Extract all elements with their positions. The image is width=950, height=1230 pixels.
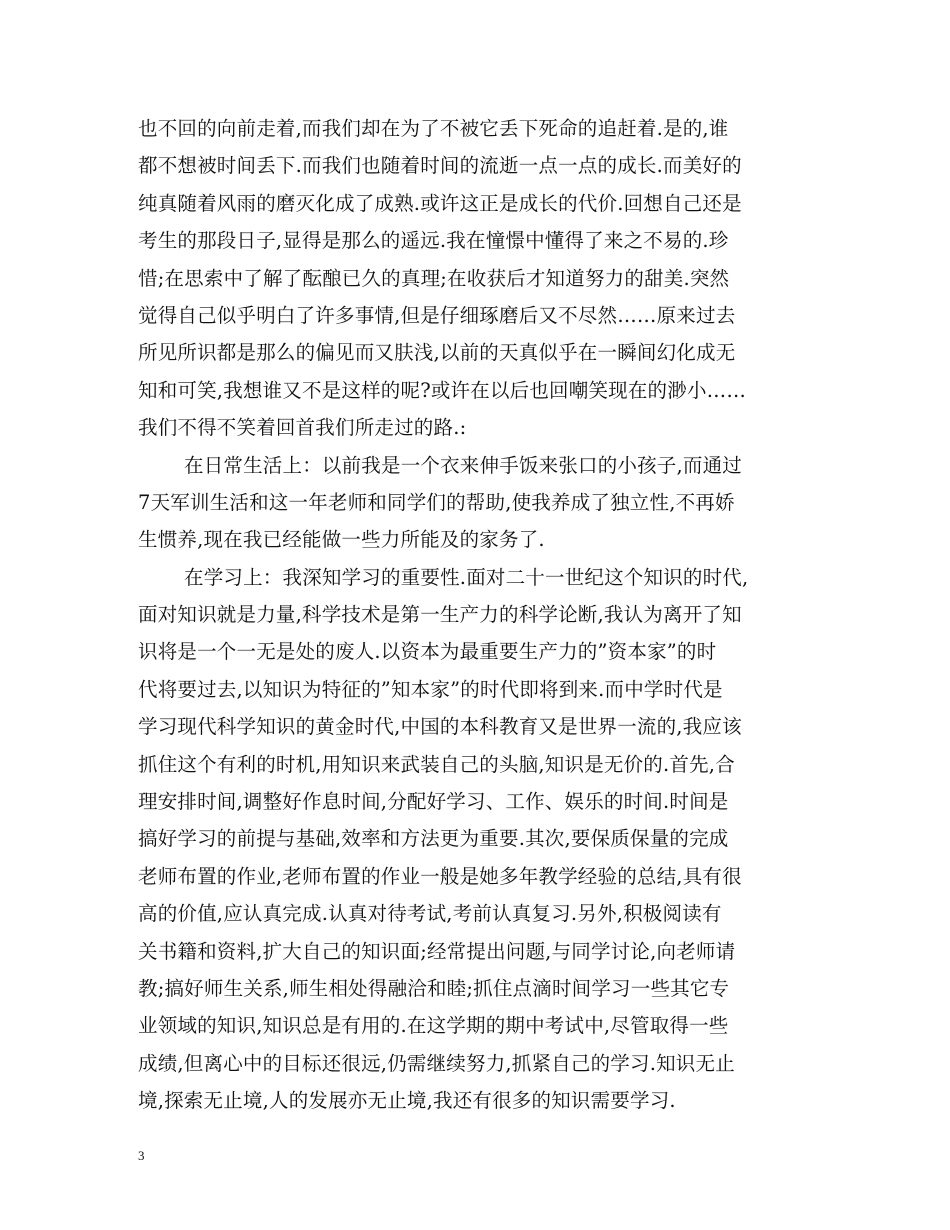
text-line: 考生的那段日子,显得是那么的遥远.我在憧憬中懂得了来之不易的.珍 [138, 229, 729, 253]
text-line: 惜;在思索中了解了酝酿已久的真理;在收获后才知道努力的甜美.突然 [138, 266, 730, 290]
text-line: 抓住这个有利的时机,用知识来武装自己的头脑,知识是无价的.首先,合 [138, 752, 735, 776]
text-line: 识将是一个一无是处的废人.以资本为最重要生产力的”资本家”的时 [138, 640, 717, 664]
text-line: 所见所识都是那么的偏见而又肤浅,以前的天真似乎在一瞬间幻化成无 [138, 341, 736, 365]
text-line: 生惯养,现在我已经能做一些力所能及的家务了. [138, 528, 545, 552]
text-line: 理安排时间,调整好作息时间,分配好学习、工作、娱乐的时间.时间是 [138, 790, 729, 814]
text-line: 境,探索无止境,人的发展亦无止境,我还有很多的知识需要学习. [138, 1089, 676, 1113]
text-line: 在学习上：我深知学习的重要性.面对二十一世纪这个知识的时代, [184, 565, 749, 589]
text-line: 面对知识就是力量,科学技术是第一生产力的科学论断,我认为离开了知 [138, 603, 742, 627]
text-line: 高的价值,应认真完成.认真对待考试,考前认真复习.另外,积极阅读有 [138, 902, 722, 926]
text-line: 觉得自己似乎明白了许多事情,但是仔细琢磨后又不尽然……原来过去 [138, 303, 736, 327]
text-line: 老师布置的作业,老师布置的作业一般是她多年教学经验的总结,具有很 [138, 864, 742, 888]
paragraph-3 [138, 559, 828, 1120]
text-line: 代将要过去,以知识为特征的”知本家”的时代即将到来.而中学时代是 [138, 677, 723, 701]
text-line: 都不想被时间丢下.而我们也随着时间的流逝一点一点的成长.而美好的 [138, 154, 742, 178]
text-line: 成绩,但离心中的目标还很远,仍需继续努力,抓紧自己的学习.知识无止 [138, 1051, 735, 1075]
text-line: 我们不得不笑着回首我们所走过的路.: [138, 416, 467, 440]
text-line: 在日常生活上：以前我是一个衣来伸手饭来张口的小孩子,而通过 [184, 453, 742, 477]
page-number: 3 [138, 1148, 145, 1163]
body-text [138, 110, 828, 1120]
paragraph-1 [138, 110, 828, 447]
text-line: 知和可笑,我想谁又不是这样的呢?或许在以后也回嘲笑现在的渺小…… [138, 378, 747, 402]
text-line: 业领域的知识,知识总是有用的.在这学期的期中考试中,尽管取得一些 [138, 1014, 729, 1038]
text-line: 也不回的向前走着,而我们却在为了不被它丢下死命的追赶着.是的,谁 [138, 117, 729, 140]
text-line: 纯真随着风雨的磨灭化成了成熟.或许这正是成长的代价.回想自己还是 [138, 191, 742, 215]
paragraph-2 [138, 447, 828, 559]
text-line: 学习现代科学知识的黄金时代,中国的本科教育又是世界一流的,我应该 [138, 715, 742, 739]
text-line: 教;搞好师生关系,师生相处得融洽和睦;抓住点滴时间学习一些其它专 [138, 976, 730, 1000]
text-line: 关书籍和资料,扩大自己的知识面;经常提出问题,与同学讨论,向老师请 [138, 939, 736, 963]
text-line: 搞好学习的前提与基础,效率和方法更为重要.其次,要保质保量的完成 [138, 827, 729, 851]
text-line: 7天军训生活和这一年老师和同学们的帮助,使我养成了独立性,不再娇 [138, 490, 735, 514]
